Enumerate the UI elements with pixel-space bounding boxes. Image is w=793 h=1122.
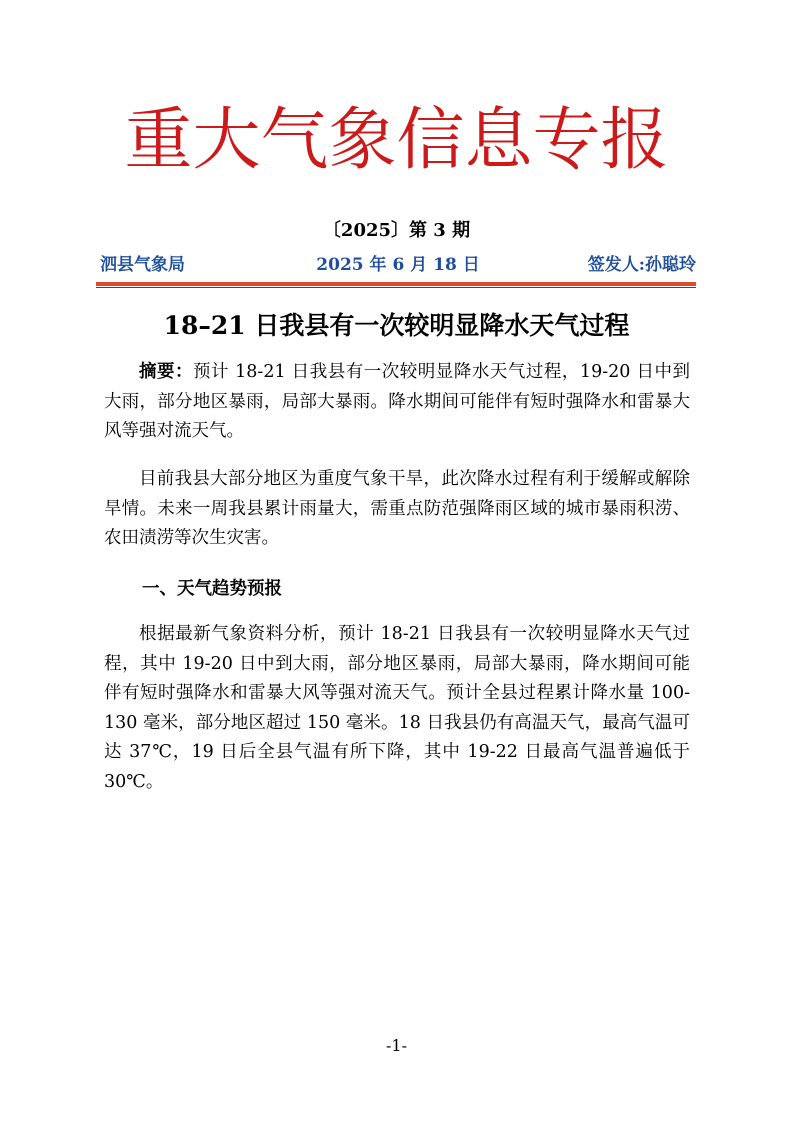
meta-row <box>100 252 696 278</box>
summary-label: 摘要： <box>139 362 194 382</box>
divider-red <box>96 282 696 286</box>
article-headline: 18–21 日我县有一次较明显降水天气过程 <box>163 311 630 340</box>
summary-paragraph <box>104 358 690 447</box>
issue-date: 2025 年 6 月 18 日 <box>316 255 480 275</box>
paragraph-forecast <box>104 620 690 798</box>
issue-number: 〔2025〕第 3 期 <box>322 220 471 241</box>
summary-text-block <box>104 358 690 447</box>
agency-name: 泗县气象局 <box>100 255 185 275</box>
paragraph-forecast-text: 根据最新气象资料分析，预计 18-21 日我县有一次较明显降水天气过程，其中 19-20 日中到大雨，部分地区暴雨，局部大暴雨，降水期间可能伴有短时强降水和雷暴大风等强对流天气。预计全县过程累计降水量 100-130 毫米，部分地区超过 150 毫米。18 日我县仍有高温天气，最高气温可达 37℃，19 日后全县气温有所下降，其中 19-22 日最高气温普遍低于 30℃。 <box>104 624 690 792</box>
paragraph-drought <box>104 465 690 554</box>
section-heading-forecast: 一、天气趋势预报 <box>142 579 282 599</box>
masthead-title: 重大气象信息专报 <box>124 101 669 180</box>
page-number: -1- <box>386 1036 407 1055</box>
summary-text: 预计 18-21 日我县有一次较明显降水天气过程，19-20 日中到大雨，部分地区暴雨，局部大暴雨。降水期间可能伴有短时强降水和雷暴大风等强对流天气。 <box>104 362 690 442</box>
paragraph-drought-text: 目前我县大部分地区为重度气象干旱，此次降水过程有利于缓解或解除旱情。未来一周我县累计雨量大，需重点防范强降雨区域的城市暴雨积涝、农田渍涝等次生灾害。 <box>104 469 690 549</box>
divider-blue <box>96 287 696 288</box>
issuer: 签发人:孙聪玲 <box>587 255 696 275</box>
